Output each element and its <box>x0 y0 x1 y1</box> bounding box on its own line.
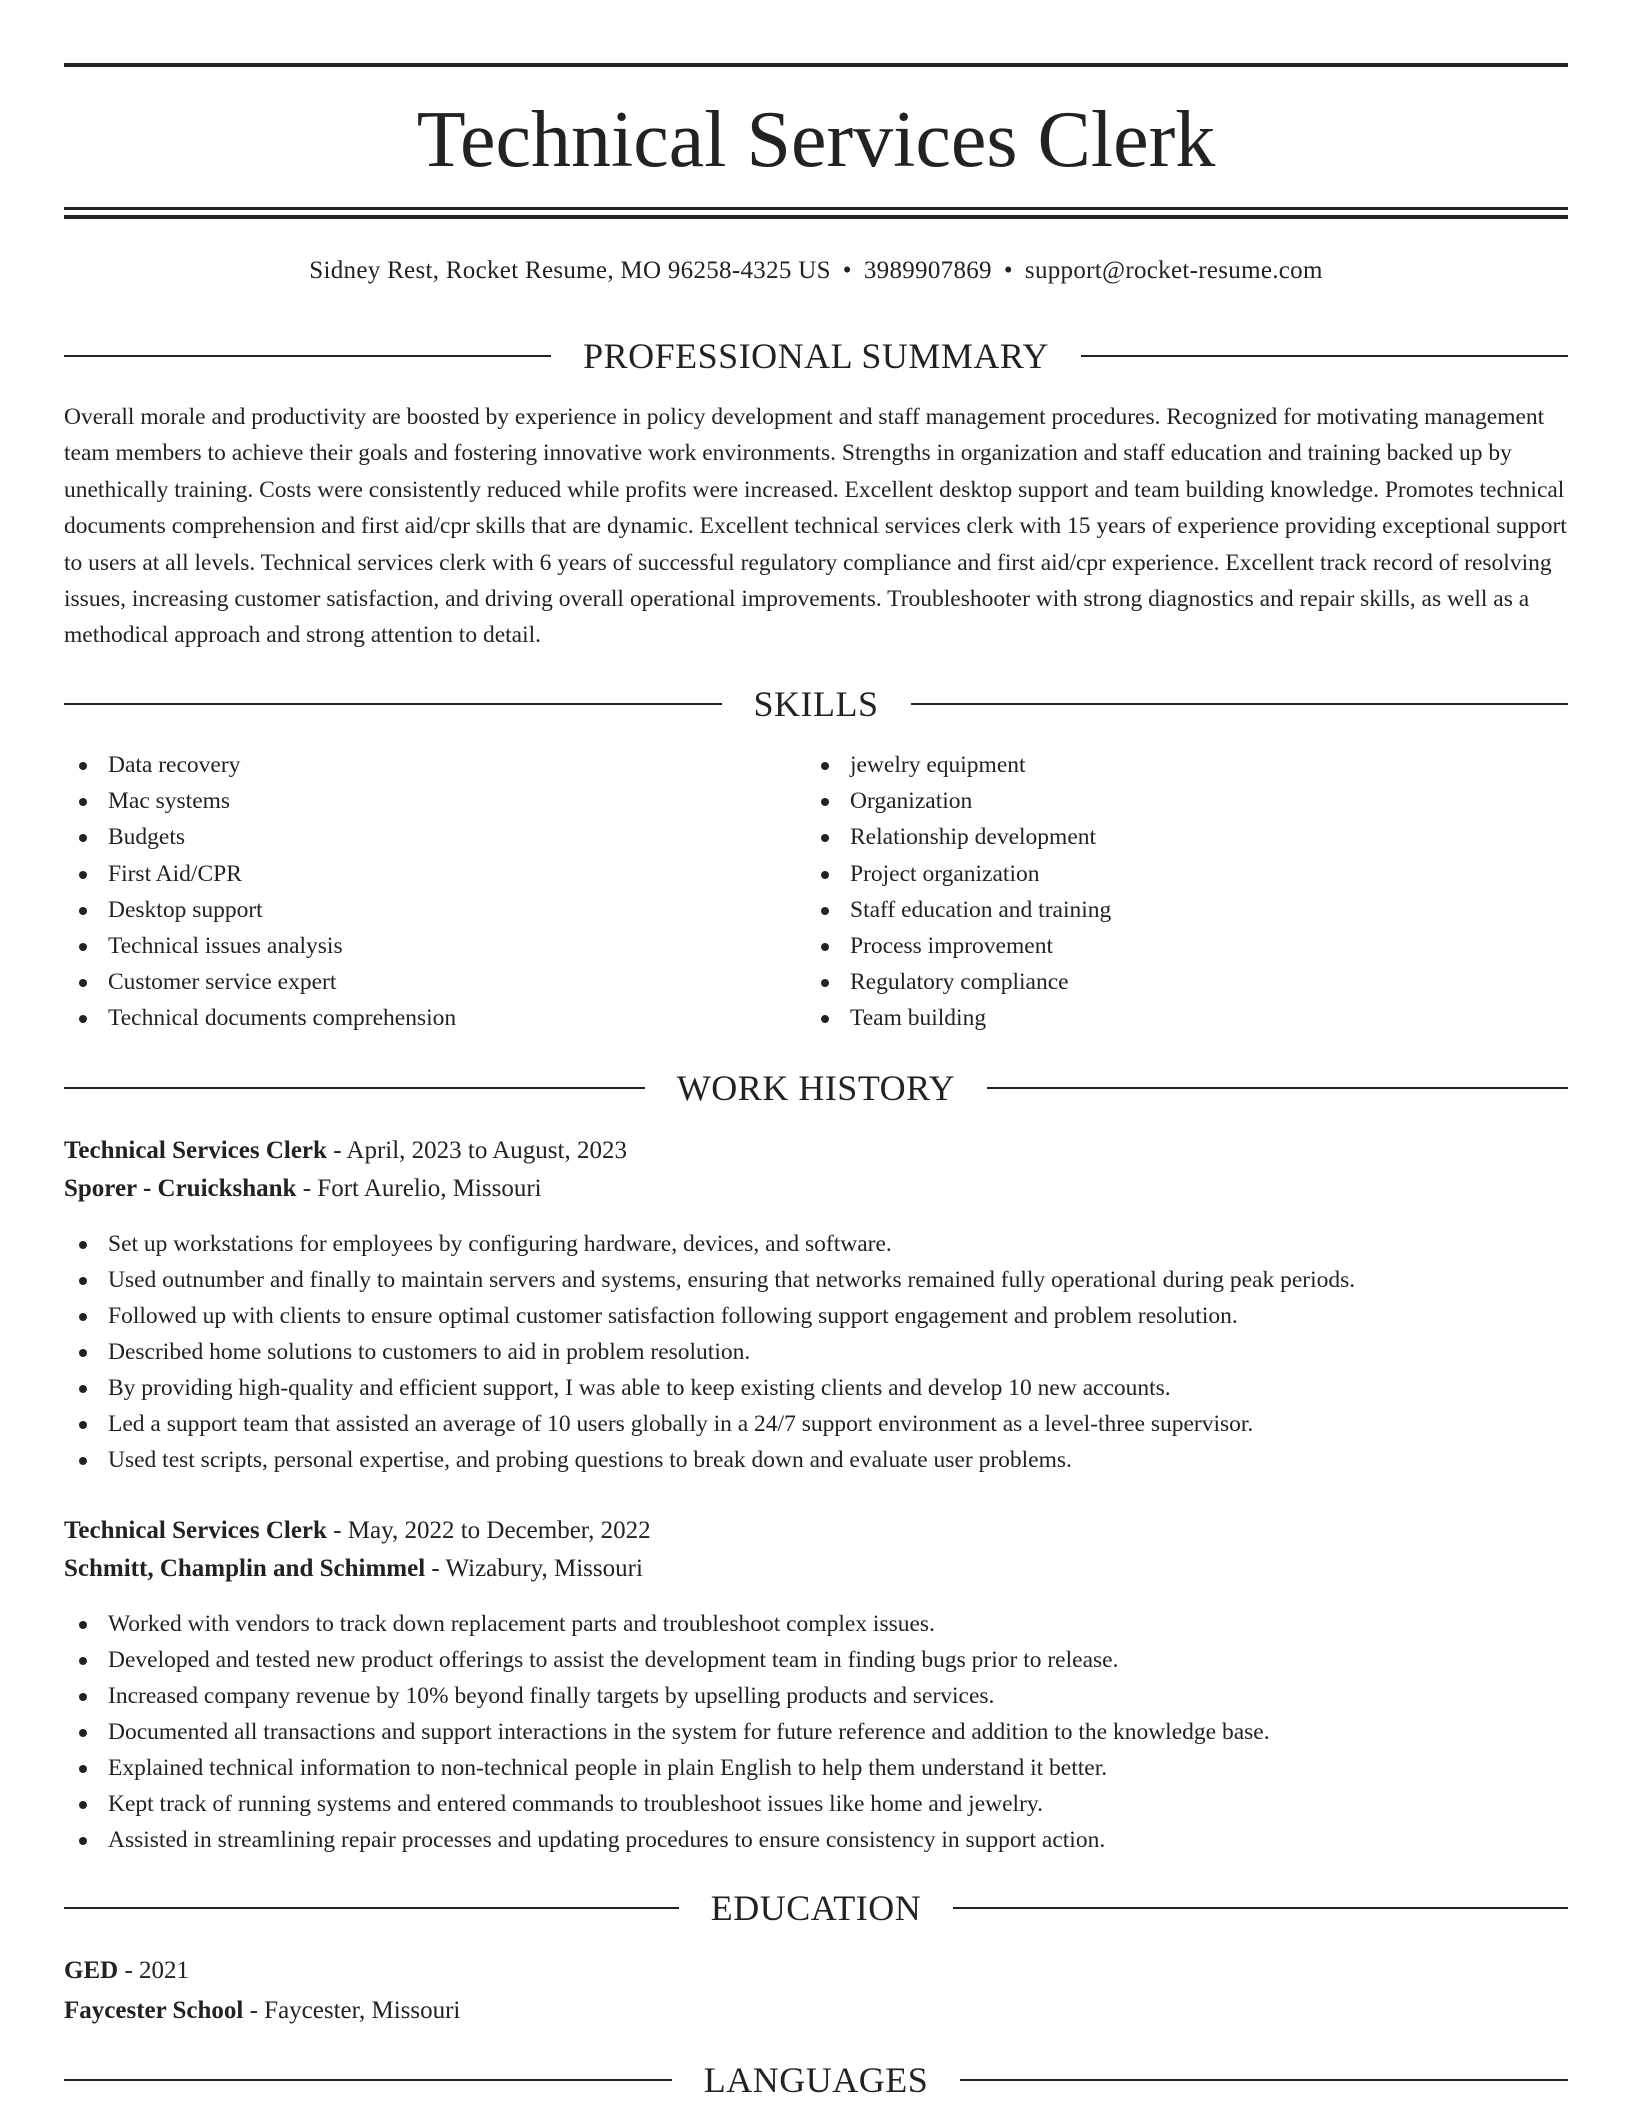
heading-rule-right <box>987 1087 1568 1089</box>
contact-separator: • <box>1003 257 1013 284</box>
education-location: - Faycester, Missouri <box>243 1997 461 2024</box>
heading-rule-left <box>64 1907 679 1909</box>
job-title: Technical Services Clerk <box>64 1137 327 1164</box>
heading-rule-right <box>960 2079 1568 2081</box>
skill-item: Technical issues analysis <box>64 928 804 964</box>
skill-item: First Aid/CPR <box>64 856 804 892</box>
job-location: - Fort Aurelio, Missouri <box>296 1175 542 1202</box>
top-rule <box>64 63 1568 67</box>
job-bullet: Used outnumber and finally to maintain servers and systems, ensuring that networks remained fully operational during peak periods. <box>64 1262 1568 1298</box>
skill-item: Technical documents comprehension <box>64 1000 804 1036</box>
skill-item: Organization <box>806 783 1546 819</box>
job-bullet: Assisted in streamlining repair processes and updating procedures to ensure consistency in support action. <box>64 1822 1568 1858</box>
job-bullet: Described home solutions to customers to aid in problem resolution. <box>64 1334 1568 1370</box>
job-title: Technical Services Clerk <box>64 1517 327 1544</box>
job-bullet: Kept track of running systems and entered commands to troubleshoot issues like home and jewelry. <box>64 1786 1568 1822</box>
education-degree: GED <box>64 1957 119 1984</box>
job-bullet: Set up workstations for employees by configuring hardware, devices, and software. <box>64 1226 1568 1262</box>
skill-item: Relationship development <box>806 819 1546 855</box>
skill-item: Desktop support <box>64 892 804 928</box>
section-title: EDUCATION <box>710 1888 922 1928</box>
job-dates: - April, 2023 to August, 2023 <box>326 1137 627 1164</box>
job-bullet: Explained technical information to non-technical people in plain English to help them understand it better. <box>64 1750 1568 1786</box>
job-location: - Wizabury, Missouri <box>425 1555 643 1582</box>
contact-phone: 3989907869 <box>863 257 992 284</box>
skills-list-right <box>806 747 1546 1037</box>
job-bullet: Led a support team that assisted an average of 10 users globally in a 24/7 support environment as a level-three supervisor. <box>64 1406 1568 1442</box>
job-bullets <box>64 1226 1568 1478</box>
skill-item: Budgets <box>64 819 804 855</box>
section-title: WORK HISTORY <box>676 1068 956 1108</box>
skill-item: Data recovery <box>64 747 804 783</box>
heading-rule-left <box>64 355 551 357</box>
job-bullet: Documented all transactions and support interactions in the system for future reference and addition to the knowledge base. <box>64 1714 1568 1750</box>
section-title: SKILLS <box>753 684 879 724</box>
contact-email: support@rocket-resume.com <box>1024 257 1323 284</box>
candidate-title: Technical Services Clerk <box>416 96 1216 184</box>
title-rule-lower <box>64 215 1568 219</box>
skill-item: jewelry equipment <box>806 747 1546 783</box>
job-company: Schmitt, Champlin and Schimmel <box>64 1555 426 1582</box>
work-history-heading <box>64 1068 1568 1108</box>
title-rule-upper <box>64 207 1568 210</box>
heading-rule-left <box>64 1087 645 1089</box>
heading-rule-left <box>64 2079 672 2081</box>
contact-line <box>64 254 1568 288</box>
job-title-line <box>64 1513 1568 1549</box>
skill-item: Process improvement <box>806 928 1546 964</box>
job-company-line <box>64 1171 1568 1207</box>
skill-item: Project organization <box>806 856 1546 892</box>
job-bullet: Used test scripts, personal expertise, and probing questions to break down and evaluate user problems. <box>64 1442 1568 1478</box>
heading-rule-right <box>953 1907 1568 1909</box>
skills-list-left <box>64 747 804 1037</box>
contact-address: Sidney Rest, Rocket Resume, MO 96258-4325 US <box>309 257 831 284</box>
heading-rule-left <box>64 703 722 705</box>
skills-heading <box>64 684 1568 724</box>
contact-separator: • <box>842 257 852 284</box>
education-school-line <box>64 1993 1568 2029</box>
job-bullet: Followed up with clients to ensure optimal customer satisfaction following support engagement and problem resolution. <box>64 1298 1568 1334</box>
summary-heading <box>64 336 1568 376</box>
job-bullet: Increased company revenue by 10% beyond finally targets by upselling products and services. <box>64 1678 1568 1714</box>
heading-rule-right <box>911 703 1569 705</box>
education-school: Faycester School <box>64 1997 244 2024</box>
job-bullet: Developed and tested new product offerings to assist the development team in finding bugs prior to release. <box>64 1642 1568 1678</box>
job-bullet: By providing high-quality and efficient support, I was able to keep existing clients and develop 10 new accounts. <box>64 1370 1568 1406</box>
skill-item: Customer service expert <box>64 964 804 1000</box>
heading-rule-right <box>1081 355 1568 357</box>
job-bullets <box>64 1606 1568 1858</box>
languages-heading <box>64 2060 1568 2100</box>
education-year: - 2021 <box>118 1957 190 1984</box>
job-bullet: Worked with vendors to track down replacement parts and troubleshoot complex issues. <box>64 1606 1568 1642</box>
job-company: Sporer - Cruickshank <box>64 1175 297 1202</box>
skill-item: Regulatory compliance <box>806 964 1546 1000</box>
summary-text: Overall morale and productivity are boosted by experience in policy development and staff management procedures. Recognized for motivating management team members to achieve their goals and fostering innovative work environments. Strengths in organization and staff education and training backed up by unethically training. Costs were consistently reduced while profits were increased. Excellent desktop support and team building knowledge. Promotes technical documents comprehension and first aid/cpr skills that are dynamic. Excellent technical services clerk with 15 years of experience providing exceptional support to users at all levels. Technical services clerk with 6 years of successful regulatory compliance and first aid/cpr experience. Excellent track record of resolving issues, increasing customer satisfaction, and driving overall operational improvements. Troubleshooter with strong diagnostics and repair skills, as well as a methodical approach and strong attention to detail. <box>64 404 1567 649</box>
job-company-line <box>64 1551 1568 1587</box>
skill-item: Staff education and training <box>806 892 1546 928</box>
education-heading <box>64 1888 1568 1928</box>
job-dates: - May, 2022 to December, 2022 <box>326 1517 651 1544</box>
section-title: LANGUAGES <box>703 2060 929 2100</box>
section-title: PROFESSIONAL SUMMARY <box>583 336 1049 376</box>
skill-item: Team building <box>806 1000 1546 1036</box>
skill-item: Mac systems <box>64 783 804 819</box>
education-degree-line <box>64 1953 1568 1989</box>
job-title-line <box>64 1133 1568 1169</box>
